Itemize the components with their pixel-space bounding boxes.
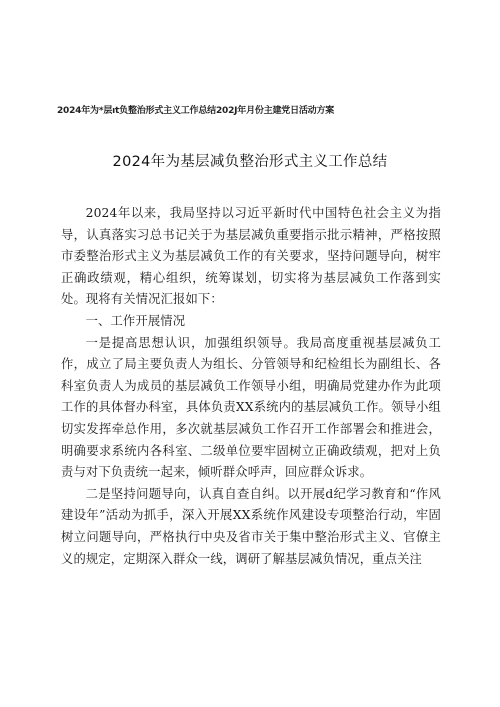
document-body <box>61 203 441 570</box>
paragraph-second-point: 二是坚持问题导向，认真自查自纠。以开展d纪学习教育和“作风建设年”活动为抓手，深入开展XX系统作风建设专项整治行动，牢固树立问题导向，严格执行中央及省市关于集中整治形式主义、官僚主义的规定，定期深入群众一线，调研了解基层减负情况，重点关注 <box>61 486 441 566</box>
document-title: 2024年为基层减负整治形式主义工作总结 <box>112 154 388 170</box>
paragraph-intro: 2024年以来，我局坚持以习近平新时代中国特色社会主义为指导，认真落实习总书记关于为基层减负重要指示批示精神，严格按照市委整治形式主义为基层减负工作的有关要求，坚持问题导向，树牢正确政绩观，精心组织，统筹谋划，切实将为基层减负工作落到实处。现将有关情况汇报如下： <box>61 206 441 307</box>
header-line: 2024年为*层ıt负整治形式主义工作总结202J年月份主建党日活动方案 <box>57 106 335 116</box>
paragraph-first-point: 一是提高思想认识，加强组织领导。我局高度重视基层减负工作，成立了局主要负责人为组长、分管领导和纪检组长为副组长、各科室负责人为成员的基层减负工作领导小组，明确局党建办作为此项工作的具体督办科室，具体负责XX系统内的基层减负工作。领导小组切实发挥牵总作用，多次就基层减负工作召开工作部署会和推进会，明确要求系统内各科室、二级单位要牢固树立正确政绩观，把对上负责与对下负责统一起来，倾听群众呼声，回应群众诉求。 <box>61 335 441 480</box>
section-heading: 一、工作开展情况 <box>85 313 186 328</box>
